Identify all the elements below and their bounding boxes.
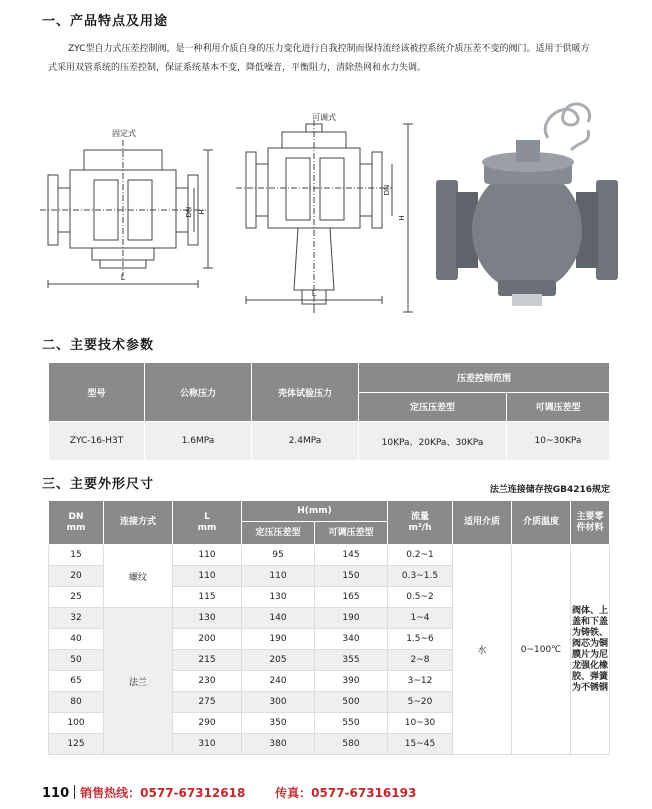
cell-h-fixed: 240 <box>242 671 315 692</box>
header-adjustable-diff: 可调压差型 <box>507 392 610 422</box>
header-h-fixed: 定压压差型 <box>242 522 315 545</box>
dimensions-table <box>48 500 610 755</box>
cell-material <box>571 545 610 755</box>
intro-paragraph <box>48 40 618 78</box>
cell-h-adjustable: 190 <box>315 608 388 629</box>
cell-dn: 15 <box>49 545 104 566</box>
cell-model: ZYC-16-H3T <box>49 422 145 461</box>
cell-h-fixed: 130 <box>242 587 315 608</box>
section2-title: 二、主要技术参数 <box>42 338 155 353</box>
header-diff-range: 压差控制范围 <box>359 363 610 393</box>
fixed-type-label: 固定式 <box>112 129 136 138</box>
cell-h-adjustable: 355 <box>315 650 388 671</box>
cell-l: 110 <box>173 566 242 587</box>
header-flow: 流量 m³/h <box>388 501 453 545</box>
adjustable-type-drawing <box>236 112 413 315</box>
cell-flow: 5~20 <box>388 692 453 713</box>
tech-params-table <box>48 362 610 461</box>
adjustable-type-label: 可调式 <box>312 113 336 122</box>
cell-flow: 3~12 <box>388 671 453 692</box>
cell-dn: 65 <box>49 671 104 692</box>
cell-h-fixed: 110 <box>242 566 315 587</box>
cell-dn: 20 <box>49 566 104 587</box>
header-dn: DN mm <box>49 501 104 545</box>
sales-hotline: 销售热线：0577-67312618 <box>80 786 246 800</box>
cell-connection-thread: 螺纹 <box>104 545 173 608</box>
cell-l: 110 <box>173 545 242 566</box>
header-connection: 连接方式 <box>104 501 173 545</box>
cell-h-fixed: 205 <box>242 650 315 671</box>
cell-flow: 0.5~2 <box>388 587 453 608</box>
header-medium: 适用介质 <box>453 501 512 545</box>
cell-h-adjustable: 500 <box>315 692 388 713</box>
page-number: 110 <box>42 786 70 801</box>
intro-line-2: 式采用双管系统的压差控制，保证系统基本不变，降低噪音，平衡阻力，清除热网和水力失调。 <box>48 63 427 73</box>
footer-divider <box>74 785 75 799</box>
cell-h-adjustable: 550 <box>315 713 388 734</box>
cell-l: 290 <box>173 713 242 734</box>
header-shell-test-pressure: 壳体试验压力 <box>252 363 359 422</box>
section3-title: 三、主要外形尺寸 <box>42 477 155 492</box>
cell-h-fixed: 190 <box>242 629 315 650</box>
cell-h-adjustable: 150 <box>315 566 388 587</box>
fax-number: 传真：0577-67316193 <box>275 786 417 800</box>
header-material: 主要零 件材料 <box>571 501 610 545</box>
table-row <box>49 545 610 566</box>
fixed-dim-h: H <box>198 209 206 215</box>
cell-h-adjustable: 580 <box>315 734 388 755</box>
cell-l: 130 <box>173 608 242 629</box>
cell-l: 230 <box>173 671 242 692</box>
cell-dn: 25 <box>49 587 104 608</box>
valve-drawings <box>36 100 626 325</box>
cell-l: 310 <box>173 734 242 755</box>
cell-dn: 32 <box>49 608 104 629</box>
cell-dn: 125 <box>49 734 104 755</box>
cell-h-adjustable: 145 <box>315 545 388 566</box>
cell-flow: 0.3~1.5 <box>388 566 453 587</box>
cell-h-fixed: 95 <box>242 545 315 566</box>
material-line: 胶、弹簧 <box>572 671 609 682</box>
cell-flow: 0.2~1 <box>388 545 453 566</box>
cell-shell-test-pressure: 2.4MPa <box>252 422 359 461</box>
cell-medium: 水 <box>453 545 512 755</box>
cell-dn: 80 <box>49 692 104 713</box>
cell-dn: 50 <box>49 650 104 671</box>
cell-h-fixed: 350 <box>242 713 315 734</box>
cell-temp: 0~100℃ <box>512 545 571 755</box>
material-line: 膜片为尼 <box>572 649 609 660</box>
cell-flow: 1~4 <box>388 608 453 629</box>
cell-h-fixed: 140 <box>242 608 315 629</box>
cell-l: 200 <box>173 629 242 650</box>
fixed-dim-l: L <box>120 273 126 282</box>
material-line: 为不锈钢 <box>572 682 609 693</box>
material-line: 盖和下盖 <box>572 616 609 627</box>
material-line: 为铸铁、 <box>572 627 609 638</box>
material-line: 阀体、上 <box>572 605 609 616</box>
footer <box>42 784 416 801</box>
cell-flow: 1.5~6 <box>388 629 453 650</box>
cell-dn: 40 <box>49 629 104 650</box>
cell-l: 275 <box>173 692 242 713</box>
cell-nominal-pressure: 1.6MPa <box>145 422 252 461</box>
cell-flow: 2~8 <box>388 650 453 671</box>
cell-adjustable-diff: 10~30KPa <box>507 422 610 461</box>
cell-h-adjustable: 340 <box>315 629 388 650</box>
header-model: 型号 <box>49 363 145 422</box>
header-nominal-pressure: 公称压力 <box>145 363 252 422</box>
fixed-dim-dn: DN <box>185 206 193 218</box>
header-h: H(mm) <box>242 501 388 522</box>
material-line: 阀芯为铜 <box>572 638 609 649</box>
header-fixed-diff: 定压压差型 <box>359 392 507 422</box>
section1-title: 一、产品特点及用途 <box>42 14 169 29</box>
adjustable-dim-dn: DN <box>383 184 391 196</box>
cell-l: 115 <box>173 587 242 608</box>
adjustable-dim-l: L <box>311 289 317 298</box>
cell-l: 215 <box>173 650 242 671</box>
header-temp: 介质温度 <box>512 501 571 545</box>
cell-dn: 100 <box>49 713 104 734</box>
cell-h-adjustable: 390 <box>315 671 388 692</box>
adjustable-dim-h: H <box>398 215 406 221</box>
cell-h-fixed: 380 <box>242 734 315 755</box>
material-line: 龙强化橡 <box>572 660 609 671</box>
cell-h-fixed: 300 <box>242 692 315 713</box>
gb-standard-note: 法兰连接储存按GB4216规定 <box>489 485 610 495</box>
cell-flow: 15~45 <box>388 734 453 755</box>
header-l: L mm <box>173 501 242 545</box>
cell-flow: 10~30 <box>388 713 453 734</box>
cell-fixed-diff: 10KPa、20KPa、30KPa <box>359 422 507 461</box>
cell-connection-flange: 法兰 <box>104 608 173 755</box>
cell-h-adjustable: 165 <box>315 587 388 608</box>
valve-product-image <box>436 104 618 306</box>
intro-line-1: ZYC型自力式压差控制阀，是一种利用介质自身的压力变化进行自我控制而保持流经该被控系统介质压差不变的阀门。适用于供暖方 <box>68 44 590 54</box>
header-h-adjustable: 可调压差型 <box>315 522 388 545</box>
